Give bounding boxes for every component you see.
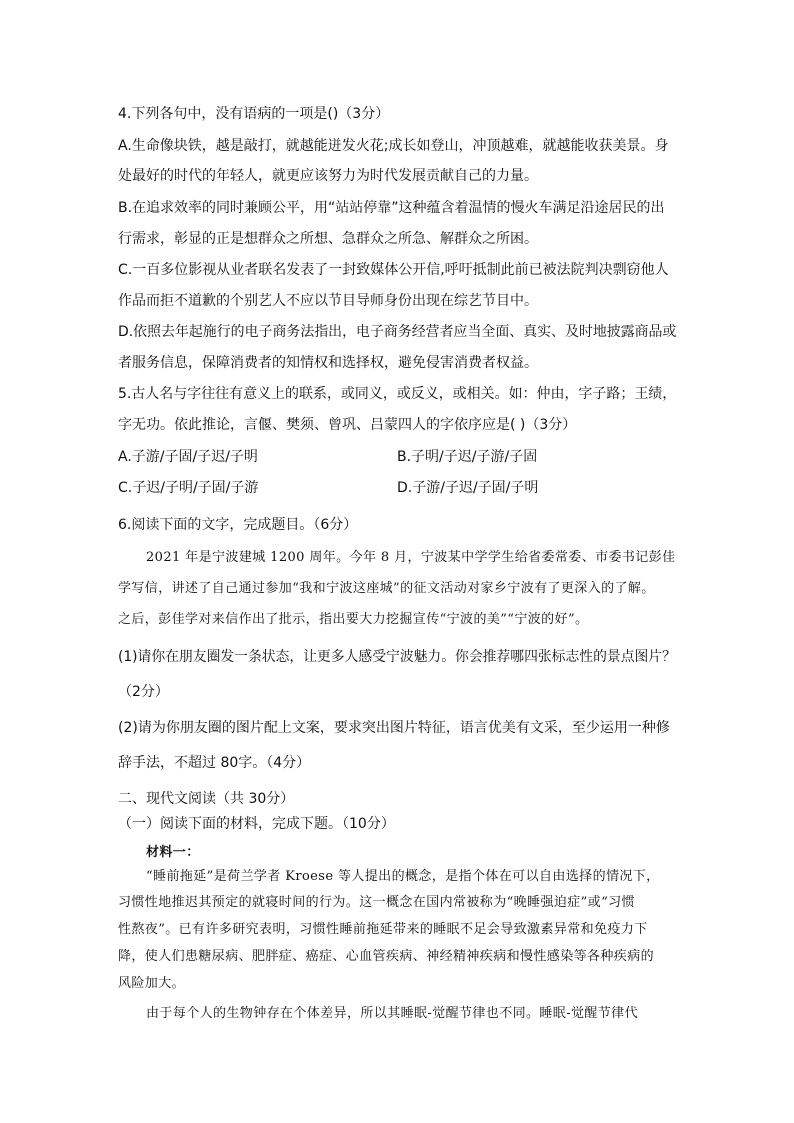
q4-option-d-line1: D.依照去年起施行的电子商务法指出，电子商务经营者应当全面、真实、及时地披露商品或 — [118, 324, 677, 340]
q6-sub1-line1: (1)请你在朋友圈发一条状态，让更多人感受宁波魅力。你会推荐哪四张标志性的景点图片？ — [118, 649, 676, 665]
material-line1: “睡前拖延”是荷兰学者 Kroese 等人提出的概念，是指个体在可以自由选择的情况下， — [146, 869, 660, 884]
q4-option-c-line1: C.一百多位影视从业者联名发表了一封致媒体公开信,呼吁抵制此前已被法院判决剽窃他人 — [118, 262, 669, 278]
q5-option-d: D.子游/子迟/子固/子明 — [397, 480, 539, 496]
material2-line1: 由于每个人的生物钟存在个体差异，所以其睡眠-觉醒节律也不同。睡眠-觉醒节律代 — [146, 1006, 638, 1021]
q5-stem-line2: 字无功。依此推论，言偃、樊须、曾巩、吕蒙四人的字依序应是( )（3分） — [118, 417, 577, 433]
q4-option-b-line1: B.在追求效率的同时兼顾公平，用“站站停靠”这种蕴含着温情的慢火车满足沿途居民的出 — [118, 200, 665, 216]
q6-passage-line3: 之后，彭佳学对来信作出了批示，指出要大力挖掘宣传“宁波的美”“宁波的好”。 — [118, 612, 589, 627]
material-label: 材料一： — [146, 845, 200, 860]
q4-option-d-line2: 者服务信息，保障消费者的知情权和选择权，避免侵害消费者权益。 — [118, 355, 538, 371]
q4-option-a-line1: A.生命像块铁，越是敲打，就越能迸发火花;成长如登山，冲顶越难，就越能收获美景。身 — [118, 138, 669, 154]
material-line3: 性熬夜”。已有许多研究表明，习惯性睡前拖延带来的睡眠不足会导致激素异常和免疫力下 — [118, 922, 648, 937]
q6-passage-line2: 学写信，讲述了自己通过参加“我和宁波这座城”的征文活动对家乡宁波有了更深入的了解。 — [118, 581, 655, 596]
q6-sub2-line1: (2)请为你朋友圈的图片配上文案，要求突出图片特征，语言优美有文采，至少运用一种修 — [118, 720, 670, 736]
q6-stem: 6.阅读下面的文字，完成题目。（6分） — [118, 517, 358, 533]
section2-heading: 二、现代文阅读（共 30分） — [118, 791, 295, 807]
q6-passage-line1: 2021 年是宁波建城 1200 周年。今年 8 月，宁波某中学学生给省委常委、市委书记彭佳 — [146, 550, 676, 565]
q4-option-b-line2: 行需求，彰显的正是想群众之所想、急群众之所急、解群众之所困。 — [118, 231, 538, 247]
q6-sub2-line2: 辞手法，不超过 80字。（4分） — [118, 755, 311, 771]
section2-part1-title: （一）阅读下面的材料，完成下题。（10分） — [118, 816, 395, 832]
q5-option-a: A.子游/子固/子迟/子明 — [118, 449, 258, 465]
q4-stem: 4.下列各句中，没有语病的一项是()（3分） — [118, 106, 390, 122]
q4-option-c-line2: 作品而拒不道歉的个别艺人不应以节目导师身份出现在综艺节目中。 — [118, 293, 538, 309]
q5-option-c: C.子迟/子明/子固/子游 — [118, 480, 259, 496]
material-line4: 降，使人们患糖尿病、肥胖症、癌症、心血管疾病、神经精神疾病和慢性感染等各种疾病的 — [118, 949, 655, 964]
q6-sub1-line2: （2分） — [118, 684, 169, 700]
q5-stem-line1: 5.古人名与字往往有意义上的联系，或同义，或反义，或相关。如：仲由，字子路；王绩， — [118, 386, 677, 402]
material-line2: 习惯性地推迟其预定的就寝时间的行为。这一概念在国内常被称为“晚睡强迫症”或“习惯 — [118, 895, 635, 910]
q5-option-b: B.子明/子迟/子游/子固 — [397, 449, 538, 465]
q4-option-a-line2: 处最好的时代的年轻人，就更应该努力为时代发展贡献自己的力量。 — [118, 168, 538, 184]
material-line5: 风险加大。 — [118, 976, 186, 991]
